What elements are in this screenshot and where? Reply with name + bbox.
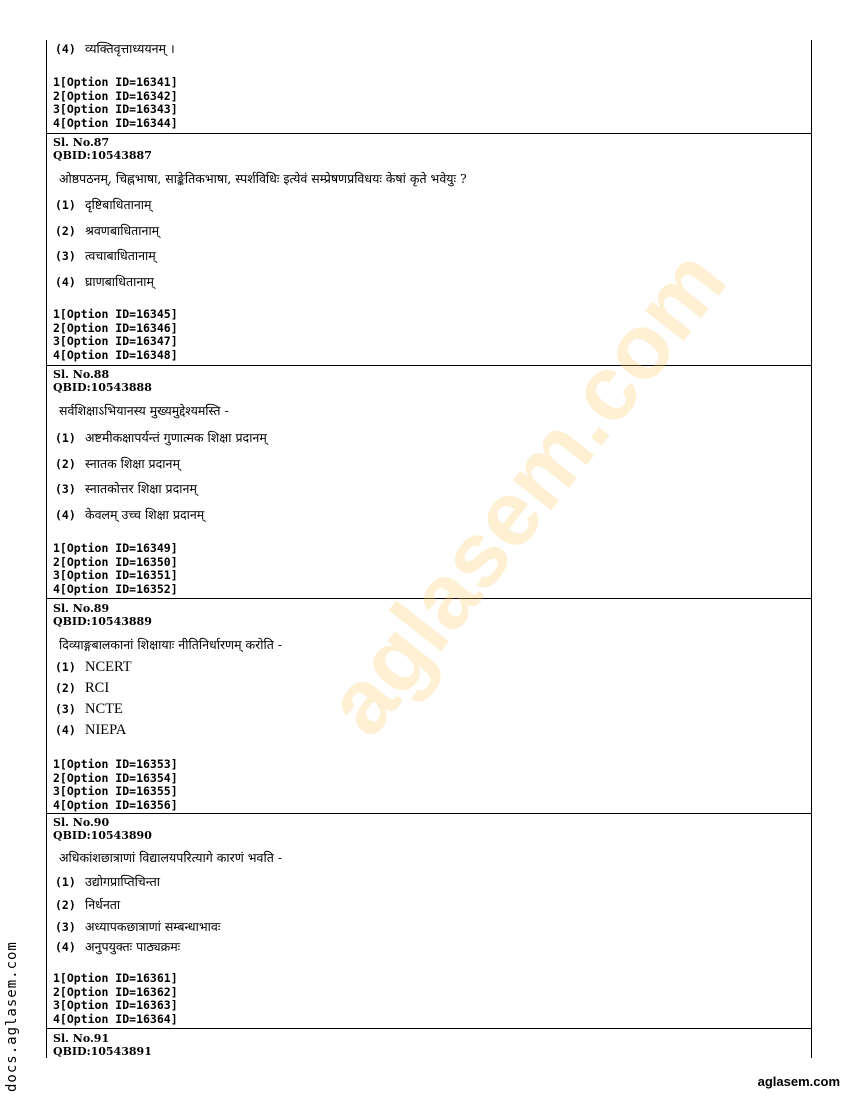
option-1: (1) अष्टमीकक्षापर्यन्तं गुणात्मक शिक्षा प्रदानम् <box>55 430 267 445</box>
serial-number: Sl. No.91 <box>53 1032 110 1045</box>
divider <box>47 1028 811 1029</box>
option-3: (3) NCTE <box>55 701 123 717</box>
side-url: docs.aglasem.com <box>4 941 20 1092</box>
option-3: (3) अध्यापकछात्राणां सम्बन्धाभावः <box>55 919 221 934</box>
option-id: 3[Option ID=16351] <box>53 568 178 582</box>
qbid: QBID:10543891 <box>53 1045 152 1058</box>
option-2: (2) स्नातक शिक्षा प्रदानम् <box>55 456 180 471</box>
option-id-list <box>53 542 178 596</box>
option-id: 2[Option ID=16342] <box>53 88 178 103</box>
qbid: QBID:10543888 <box>53 381 152 394</box>
option-id: 3[Option ID=16343] <box>53 102 178 116</box>
divider <box>47 598 811 599</box>
serial-number: Sl. No.88 <box>53 368 110 381</box>
serial-number: Sl. No.87 <box>53 136 110 149</box>
option-1: (1) उद्योगप्राप्तिचिन्ता <box>55 874 160 889</box>
option-id: 4[Option ID=16348] <box>53 347 178 362</box>
option-2: (2) निर्धनता <box>55 897 121 912</box>
option-id: 2[Option ID=16350] <box>53 554 178 569</box>
option-id-list <box>53 76 178 130</box>
option-id: 4[Option ID=16356] <box>53 797 178 812</box>
option-4: (4) NIEPA <box>55 722 127 738</box>
option-1: (1) NCERT <box>55 659 132 675</box>
qbid: QBID:10543890 <box>53 829 152 842</box>
option-id: 1[Option ID=16361] <box>53 971 178 985</box>
option-id: 4[Option ID=16364] <box>53 1011 178 1026</box>
serial-number: Sl. No.89 <box>53 602 110 615</box>
option-id-list <box>53 972 178 1026</box>
option-4: (4) केवलम् उच्च शिक्षा प्रदानम् <box>55 507 205 522</box>
option-id: 4[Option ID=16352] <box>53 581 178 596</box>
divider <box>47 133 811 134</box>
brand-footer: aglasem.com <box>757 1074 840 1089</box>
option-id: 1[Option ID=16341] <box>53 75 178 89</box>
option-id: 1[Option ID=16353] <box>53 757 178 771</box>
option-2: (2) श्रवणबाधितानाम् <box>55 223 160 238</box>
divider <box>47 813 811 814</box>
option-id: 1[Option ID=16345] <box>53 307 178 321</box>
option-id: 1[Option ID=16349] <box>53 541 178 555</box>
option-id: 3[Option ID=16355] <box>53 784 178 798</box>
watermark: aglasem.com <box>306 231 746 754</box>
option-id: 2[Option ID=16362] <box>53 984 178 999</box>
option-3: (3) स्नातकोत्तर शिक्षा प्रदानम् <box>55 481 197 496</box>
option-1: (1) दृष्टिबाधितानाम् <box>55 197 152 212</box>
divider <box>47 365 811 366</box>
option-4: (4) व्यक्तिवृत्ताध्ययनम् । <box>55 41 175 56</box>
qbid: QBID:10543887 <box>53 149 152 162</box>
option-id: 3[Option ID=16363] <box>53 998 178 1012</box>
option-id-list <box>53 758 178 812</box>
option-2: (2) RCI <box>55 680 110 696</box>
option-4: (4) घ्राणबाधितानाम् <box>55 274 154 289</box>
question-paper-frame <box>46 40 812 1058</box>
option-4: (4) अनुपयुक्तः पाठ्यक्रमः <box>55 939 181 954</box>
serial-number: Sl. No.90 <box>53 816 110 829</box>
question-text: अधिकांशछात्राणां विद्यालयपरित्यागे कारणं भवति - <box>59 850 283 865</box>
option-id: 2[Option ID=16346] <box>53 320 178 335</box>
question-text: ओष्ठपठनम्, चिह्नभाषा, साङ्केतिकभाषा, स्पर्शविधिः इत्येवं सम्प्रेषणप्रविधयः केषां कृते भवेयुः ? <box>59 171 467 186</box>
option-id: 3[Option ID=16347] <box>53 334 178 348</box>
question-text: दिव्याङ्गबालकानां शिक्षायाः नीतिनिर्धारणम् करोति - <box>59 637 283 652</box>
option-id-list <box>53 308 178 362</box>
qbid: QBID:10543889 <box>53 615 152 628</box>
option-3: (3) त्वचाबाधितानाम् <box>55 248 156 263</box>
question-text: सर्वशिक्षाऽभियानस्य मुख्यमुद्देश्यमस्ति - <box>59 403 229 418</box>
option-id: 2[Option ID=16354] <box>53 770 178 785</box>
option-id: 4[Option ID=16344] <box>53 115 178 130</box>
